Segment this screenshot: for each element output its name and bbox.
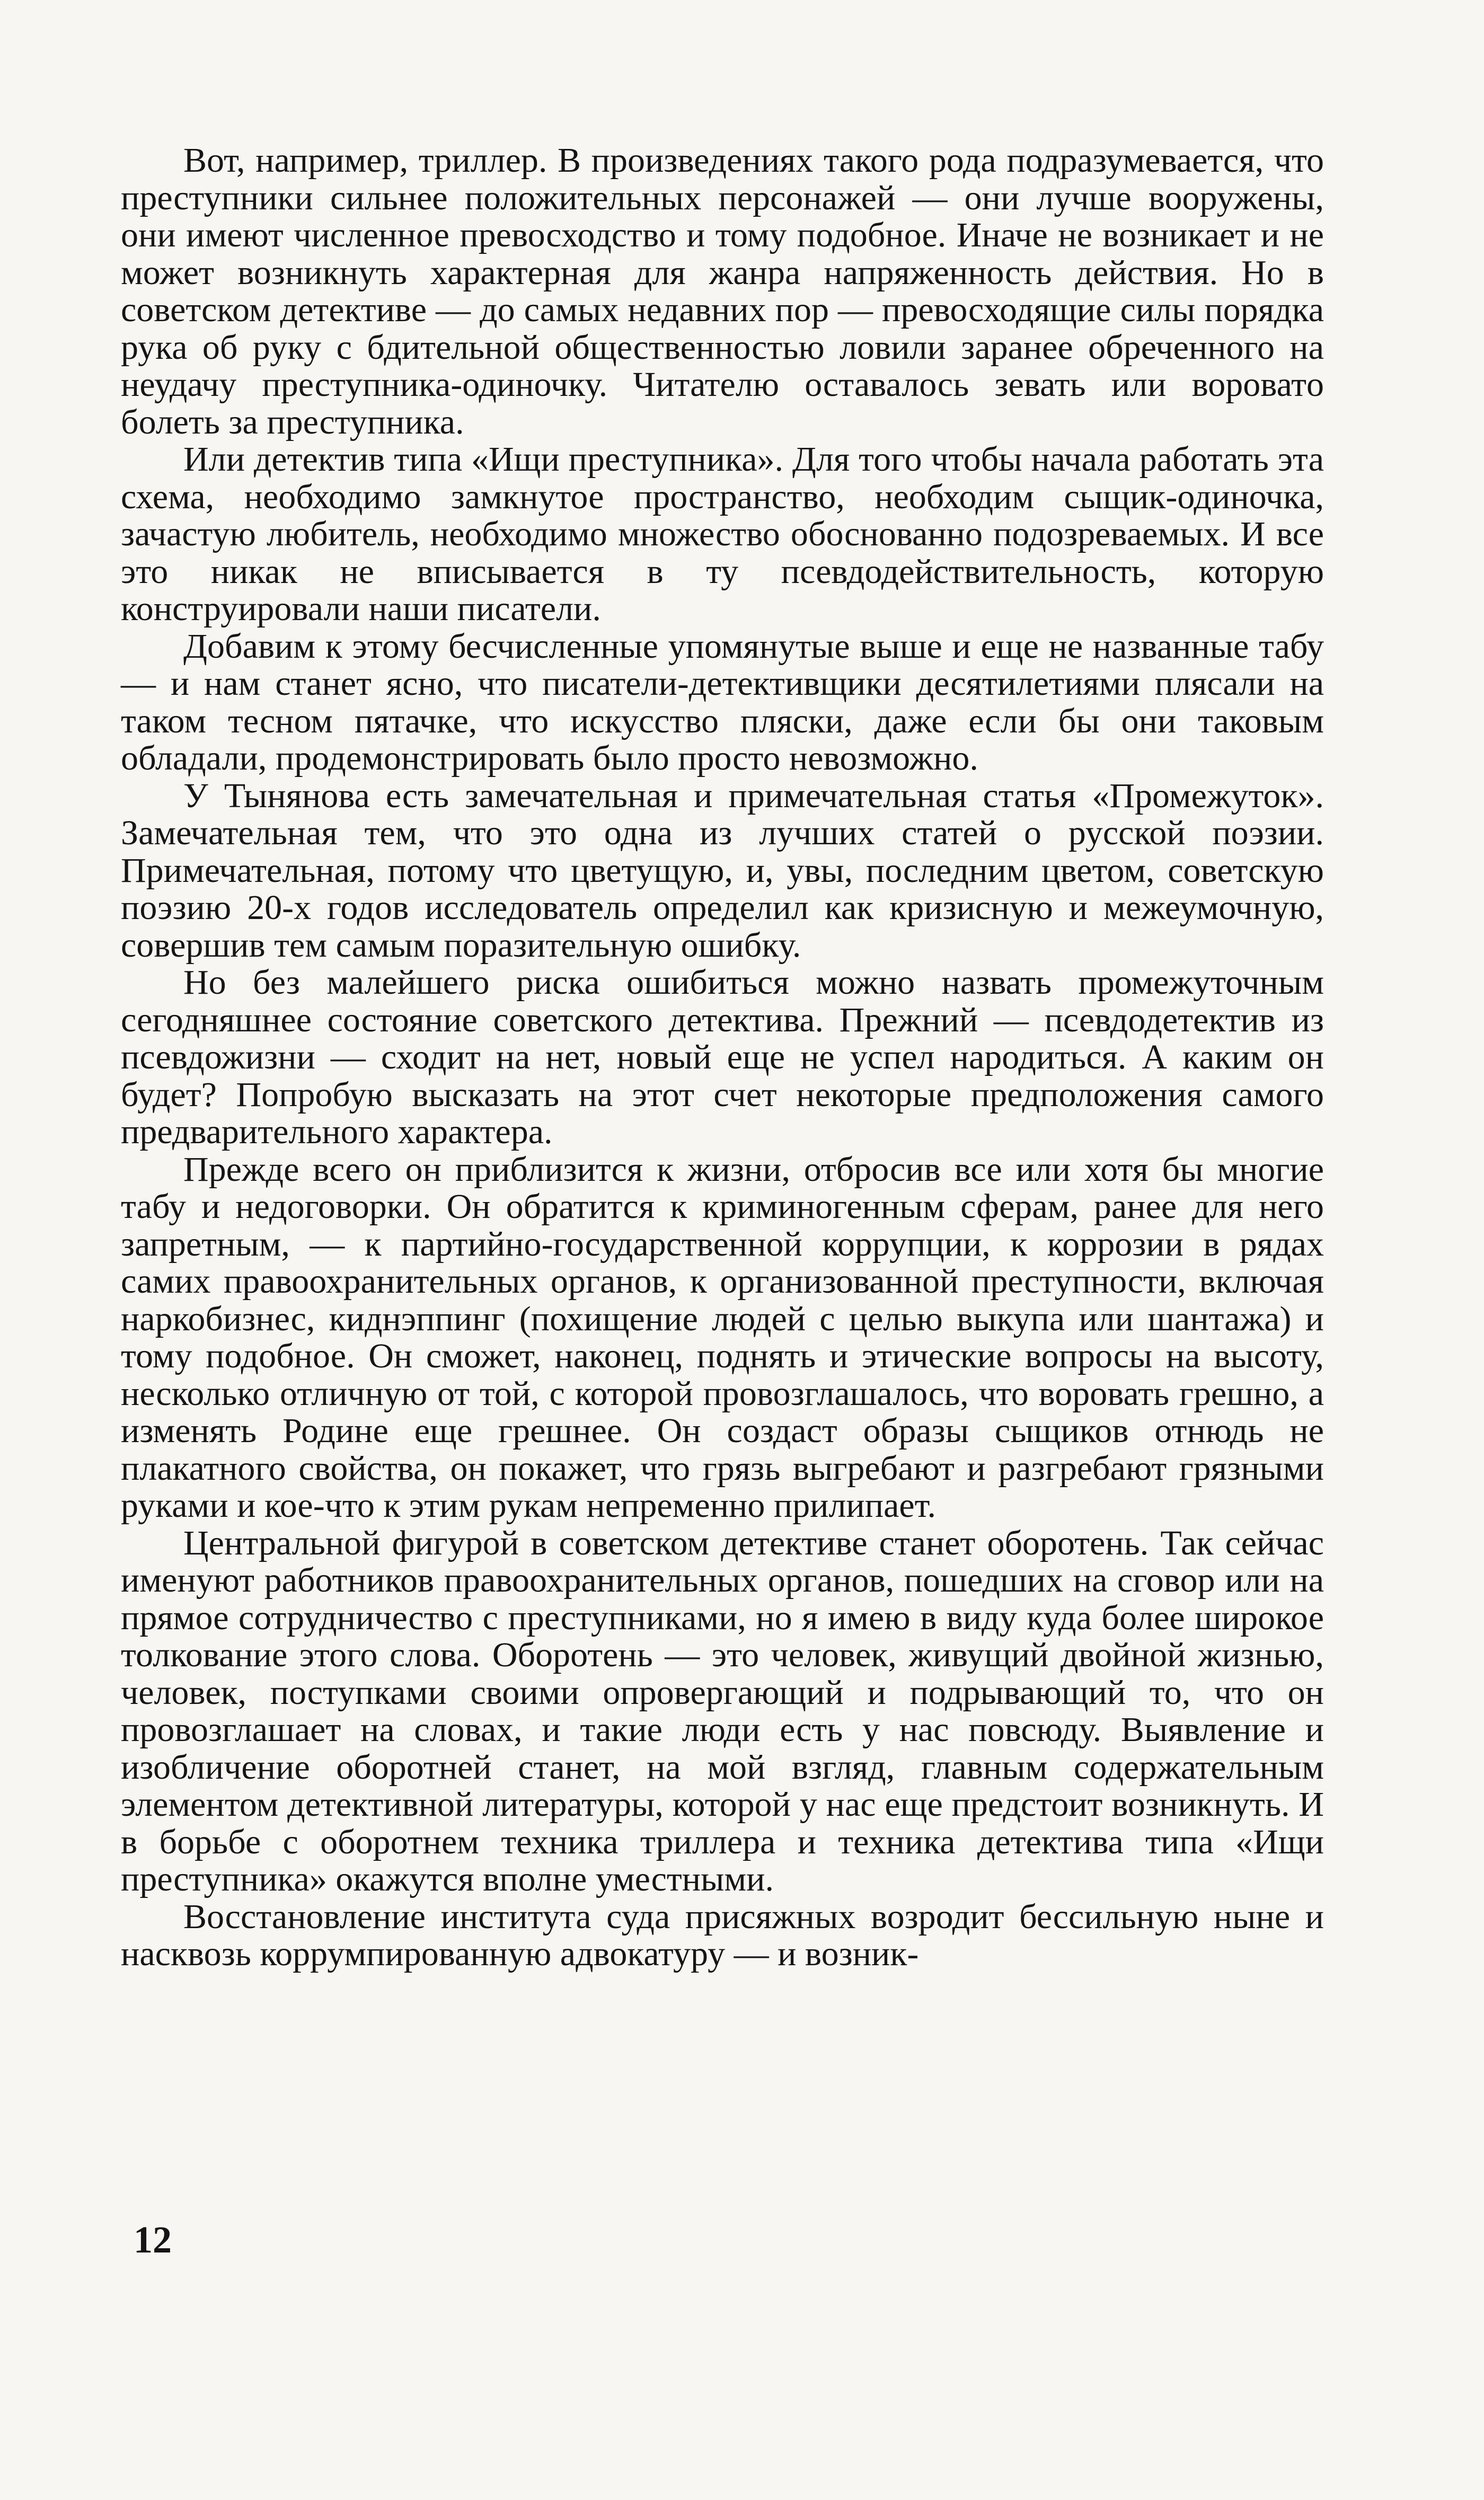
page-number: 12 bbox=[134, 2219, 172, 2261]
paragraph-2: Или детектив типа «Ищи преступника». Для того чтобы начала работать эта схема, необходимо замкнутое пространство, необходим сыщик-одиночка, зачастую любитель, необходимо множество обоснованно подозреваемых. И все это никак не вписывается в ту псевдодействительность, которую конструировали наши писатели. bbox=[121, 440, 1324, 628]
paragraph-5: Но без малейшего риска ошибиться можно назвать промежуточным сегодняшнее состояние советского детектива. Прежний — псевдодетектив из псевдожизни — сходит на нет, новый еще не успел народиться. А каким он будет? Попробую высказать на этот счет некоторые предположения самого предварительного характера. bbox=[121, 963, 1324, 1151]
paragraph-3: Добавим к этому бесчисленные упомянутые выше и еще не названные табу — и нам станет ясно, что писатели-детективщики десятилетиями плясали на таком тесном пятачке, что искусство пляски, даже если бы они таковым обладали, продемонстрировать было просто невозможно. bbox=[121, 626, 1324, 778]
paragraph-1: Вот, например, триллер. В произведениях такого рода подразумевается, что преступники сильнее положительных персонажей — они лучше вооружены, они имеют численное превосходство и тому подобное. Иначе не возникает и не может возникнуть характерная для жанра напряженность действия. Но в советском детективе — до самых недавних пор — превосходящие силы порядка рука об руку с бдительной общественностью ловили заранее обреченного на неудачу преступника-одиночку. Читателю оставалось зевать или вороватo болеть за преступника. bbox=[121, 141, 1324, 441]
paragraph-4: У Тынянова есть замечательная и примечательная статья «Промежуток». Замечательная тем, что это одна из лучших статей о русской поэзии. Примечательная, потому что цветущую, и, увы, последним цветом, советскую поэзию 20-х годов исследователь определил как кризисную и межеумочную, совершив тем самым поразительную ошибку. bbox=[121, 776, 1324, 965]
paragraph-7: Центральной фигурой в советском детективе станет оборотень. Так сейчас именуют работников правоохранительных органов, пошедших на сговор или на прямое сотрудничество с преступниками, но я имею в виду куда более широкое толкование этого слова. Оборотень — это человек, живущий двойной жизнью, человек, поступками своими опровергающий и подрывающий то, что он провозглашает на словах, и такие люди есть у нас повсюду. Выявление и изобличение оборотней станет, на мой взгляд, главным содержательным элементом детективной литературы, которой у нас еще предстоит возникнуть. И в борьбе с оборотнем техника триллера и техника детектива типа «Ищи преступника» окажутся вполне уместными. bbox=[121, 1523, 1324, 1898]
page-body bbox=[121, 142, 1324, 1973]
paragraph-6: Прежде всего он приблизится к жизни, отбросив все или хотя бы многие табу и недоговорки. Он обратится к криминогенным сферам, ранее для него запретным, — к партийно-государственной коррупции, к коррозии в рядах самих правоохранительных органов, к организованной преступности, включая наркобизнес, киднэппинг (похищение людей с целью выкупа или шантажа) и тому подобное. Он сможет, наконец, поднять и этические вопросы на высоту, несколько отличную от той, с которой провозглашалось, что воровать грешно, а изменять Родине еще грешнее. Он создаст образы сыщиков отнюдь не плакатного свойства, он покажет, что грязь выгребают и разгребают грязными руками и кое-что к этим рукам непременно прилипает. bbox=[121, 1150, 1324, 1525]
paragraph-8: Восстановление института суда присяжных возродит бессильную ныне и насквозь коррумпированную адвокатуру — и возник- bbox=[121, 1897, 1324, 1973]
